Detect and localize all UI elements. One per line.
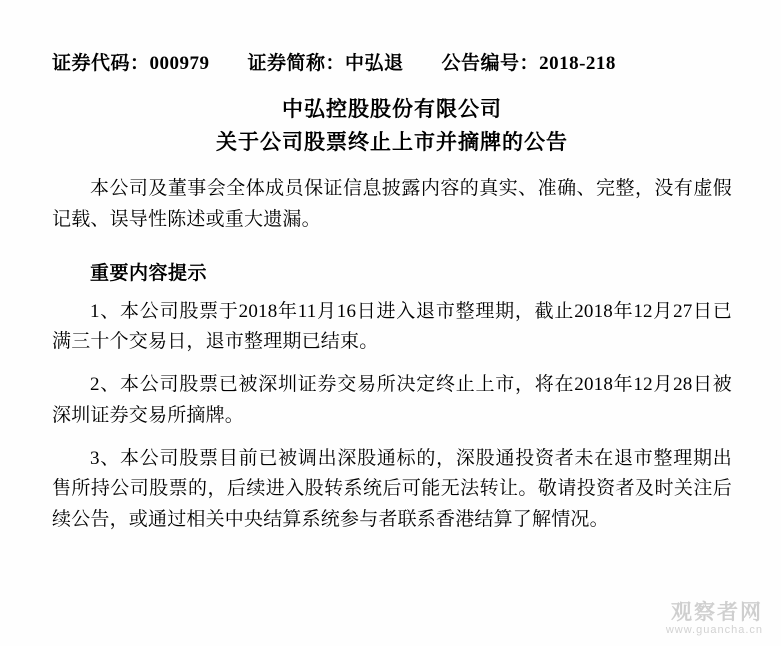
list-item: 1、本公司股票于2018年11月16日进入退市整理期，截止2018年12月27日已满三十个交易日，退市整理期已结束。 bbox=[52, 300, 732, 353]
section-heading: 重要内容提示 bbox=[90, 262, 208, 284]
security-abbr-label: 证券简称： bbox=[247, 53, 346, 74]
disclaimer-paragraph: 本公司及董事会全体成员保证信息披露内容的真实、准确、完整，没有虚假记载、误导性陈述或重大遗漏。 bbox=[52, 178, 732, 230]
security-code-value: 000979 bbox=[149, 53, 210, 74]
page-subtitle: 关于公司股票终止上市并摘牌的公告 bbox=[216, 129, 568, 154]
watermark-text: 观察者网 bbox=[671, 600, 763, 624]
security-code-label: 证券代码： bbox=[52, 53, 150, 74]
security-code bbox=[52, 48, 210, 75]
list-item: 3、本公司股票目前已被调出深股通标的，深股通投资者未在退市整理期出售所持公司股票的，后续进入股转系统后可能无法转让。敬请投资者及时关注后续公告，或通过相关中央结算系统参与者联系香港结算了解情况。 bbox=[52, 447, 732, 531]
document-content bbox=[52, 48, 732, 536]
security-abbr-value: 中弘退 bbox=[345, 53, 404, 74]
watermark bbox=[666, 601, 763, 636]
page-title: 中弘控股股份有限公司 bbox=[282, 97, 502, 121]
list-item: 2、本公司股票已被深圳证券交易所决定终止上市，将在2018年12月28日被深圳证券交易所摘牌。 bbox=[52, 374, 732, 426]
announcement-number bbox=[442, 48, 616, 75]
document-header bbox=[52, 48, 732, 75]
announcement-no-value: 2018-218 bbox=[539, 53, 616, 74]
watermark-url: www.guancha.cn bbox=[665, 624, 763, 636]
document-title bbox=[52, 93, 732, 158]
announcement-no-label: 公告编号： bbox=[441, 53, 540, 74]
security-abbreviation bbox=[248, 48, 404, 75]
